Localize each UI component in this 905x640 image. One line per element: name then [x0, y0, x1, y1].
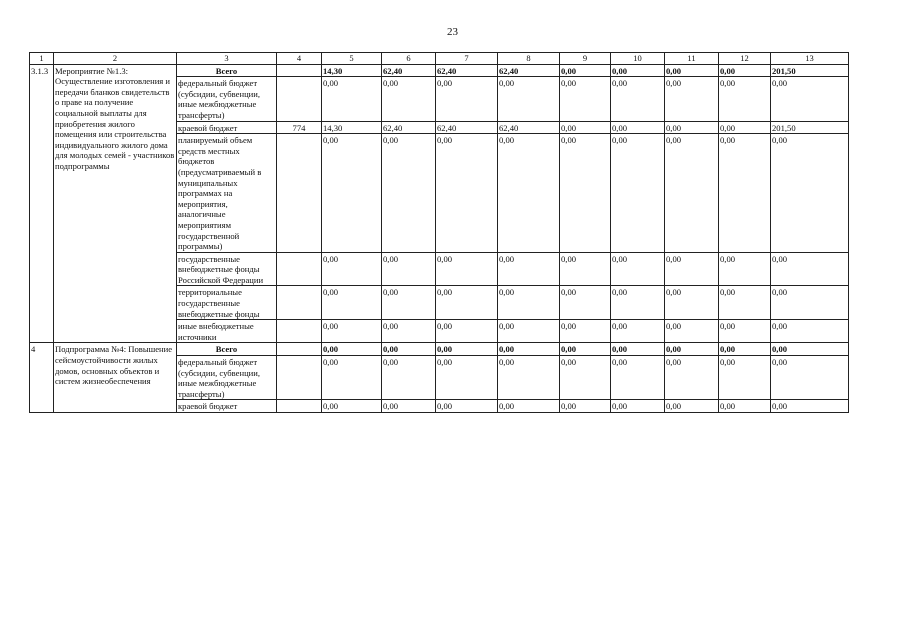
column-number: 6 [382, 53, 436, 65]
amount-cell: 0,00 [771, 320, 849, 343]
amount-cell: 0,00 [771, 134, 849, 253]
amount-cell: 0,00 [611, 64, 665, 77]
column-number: 13 [771, 53, 849, 65]
amount-cell: 0,00 [498, 252, 560, 286]
amount-cell: 0,00 [560, 252, 611, 286]
amount-cell: 0,00 [436, 286, 498, 320]
amount-cell: 0,00 [560, 64, 611, 77]
page-number: 23 [447, 26, 458, 38]
amount-cell: 0,00 [719, 121, 771, 134]
budget-code [277, 64, 322, 77]
amount-cell: 0,00 [719, 134, 771, 253]
funding-source: федеральный бюджет (субсидии, субвенции, иные межбюджетные трансферты) [177, 356, 277, 400]
funding-source: краевой бюджет [177, 121, 277, 134]
amount-cell: 0,00 [719, 320, 771, 343]
amount-cell: 0,00 [719, 77, 771, 121]
amount-cell: 0,00 [498, 286, 560, 320]
amount-cell: 62,40 [382, 64, 436, 77]
amount-cell: 0,00 [436, 356, 498, 400]
amount-cell: 0,00 [560, 320, 611, 343]
amount-cell: 0,00 [719, 252, 771, 286]
column-number: 12 [719, 53, 771, 65]
amount-cell: 0,00 [560, 134, 611, 253]
budget-code [277, 400, 322, 413]
funding-source: иные внебюджетные источники [177, 320, 277, 343]
column-number: 9 [560, 53, 611, 65]
amount-cell: 0,00 [560, 286, 611, 320]
column-number: 5 [322, 53, 382, 65]
amount-cell: 0,00 [322, 134, 382, 253]
column-number: 7 [436, 53, 498, 65]
column-number: 3 [177, 53, 277, 65]
column-number-row [30, 53, 849, 65]
amount-cell: 0,00 [611, 286, 665, 320]
column-number: 2 [54, 53, 177, 65]
amount-cell: 0,00 [771, 343, 849, 356]
funding-source: территориальные государственные внебюджетные фонды [177, 286, 277, 320]
amount-cell: 0,00 [382, 286, 436, 320]
amount-cell: 0,00 [436, 400, 498, 413]
column-number: 8 [498, 53, 560, 65]
budget-code [277, 77, 322, 121]
amount-cell: 0,00 [719, 400, 771, 413]
amount-cell: 0,00 [436, 320, 498, 343]
amount-cell: 0,00 [665, 356, 719, 400]
amount-cell: 0,00 [611, 121, 665, 134]
amount-cell: 201,50 [771, 121, 849, 134]
amount-cell: 0,00 [382, 400, 436, 413]
section-number: 4 [30, 343, 54, 413]
section-title: Мероприятие №1.3: Осуществление изготовления и передачи бланков свидетельств о праве на получение социальной выплаты для приобретения жилого помещения или строительства индивидуального жилого дома для молодых семей - участников подпрограммы [54, 64, 177, 343]
amount-cell: 0,00 [436, 134, 498, 253]
budget-table [29, 52, 849, 413]
amount-cell: 0,00 [560, 121, 611, 134]
budget-code [277, 320, 322, 343]
amount-cell: 0,00 [665, 252, 719, 286]
amount-cell: 0,00 [611, 77, 665, 121]
amount-cell: 0,00 [611, 400, 665, 413]
budget-code: 774 [277, 121, 322, 134]
amount-cell: 0,00 [560, 343, 611, 356]
amount-cell: 0,00 [719, 343, 771, 356]
amount-cell: 201,50 [771, 64, 849, 77]
amount-cell: 0,00 [665, 320, 719, 343]
column-number: 4 [277, 53, 322, 65]
amount-cell: 0,00 [665, 64, 719, 77]
table-body [30, 53, 849, 413]
amount-cell: 0,00 [382, 252, 436, 286]
amount-cell: 62,40 [436, 121, 498, 134]
amount-cell: 62,40 [436, 64, 498, 77]
amount-cell: 0,00 [665, 400, 719, 413]
amount-cell: 0,00 [498, 356, 560, 400]
amount-cell: 0,00 [560, 77, 611, 121]
funding-source: Всего [177, 343, 277, 356]
amount-cell: 0,00 [665, 343, 719, 356]
funding-source: государственные внебюджетные фонды Российской Федерации [177, 252, 277, 286]
amount-cell: 0,00 [322, 252, 382, 286]
budget-code [277, 343, 322, 356]
amount-cell: 0,00 [498, 134, 560, 253]
amount-cell: 14,30 [322, 121, 382, 134]
amount-cell: 0,00 [719, 64, 771, 77]
amount-cell: 0,00 [322, 356, 382, 400]
amount-cell: 0,00 [560, 400, 611, 413]
amount-cell: 0,00 [611, 356, 665, 400]
table-row [30, 64, 849, 77]
amount-cell: 0,00 [322, 320, 382, 343]
amount-cell: 0,00 [382, 343, 436, 356]
amount-cell: 0,00 [322, 400, 382, 413]
amount-cell: 0,00 [771, 356, 849, 400]
amount-cell: 0,00 [322, 286, 382, 320]
table-row [30, 343, 849, 356]
section-number: 3.1.3 [30, 64, 54, 343]
funding-source: федеральный бюджет (субсидии, субвенции, иные межбюджетные трансферты) [177, 77, 277, 121]
amount-cell: 0,00 [771, 286, 849, 320]
amount-cell: 62,40 [498, 64, 560, 77]
amount-cell: 62,40 [382, 121, 436, 134]
funding-source: Всего [177, 64, 277, 77]
amount-cell: 0,00 [436, 252, 498, 286]
amount-cell: 0,00 [611, 252, 665, 286]
amount-cell: 0,00 [611, 343, 665, 356]
amount-cell: 0,00 [611, 320, 665, 343]
amount-cell: 0,00 [498, 320, 560, 343]
amount-cell: 0,00 [382, 356, 436, 400]
amount-cell: 0,00 [498, 400, 560, 413]
budget-code [277, 134, 322, 253]
amount-cell: 0,00 [771, 77, 849, 121]
amount-cell: 0,00 [560, 356, 611, 400]
amount-cell: 0,00 [382, 320, 436, 343]
amount-cell: 0,00 [436, 77, 498, 121]
amount-cell: 0,00 [382, 77, 436, 121]
amount-cell: 0,00 [719, 286, 771, 320]
amount-cell: 0,00 [665, 121, 719, 134]
column-number: 10 [611, 53, 665, 65]
amount-cell: 14,30 [322, 64, 382, 77]
amount-cell: 0,00 [665, 134, 719, 253]
funding-source: краевой бюджет [177, 400, 277, 413]
amount-cell: 0,00 [611, 134, 665, 253]
amount-cell: 0,00 [665, 286, 719, 320]
column-number: 1 [30, 53, 54, 65]
budget-code [277, 252, 322, 286]
amount-cell: 0,00 [719, 356, 771, 400]
amount-cell: 0,00 [498, 77, 560, 121]
amount-cell: 0,00 [771, 252, 849, 286]
amount-cell: 0,00 [665, 77, 719, 121]
budget-code [277, 286, 322, 320]
funding-source: планируемый объем средств местных бюджетов (предусматриваемый в муниципальных программах на мероприятия, аналогичные мероприятиям государственной программы) [177, 134, 277, 253]
amount-cell: 0,00 [436, 343, 498, 356]
amount-cell: 0,00 [322, 77, 382, 121]
section-title: Подпрограмма №4: Повышение сейсмоустойчивости жилых домов, основных объектов и систем жизнеобеспечения [54, 343, 177, 413]
amount-cell: 0,00 [382, 134, 436, 253]
amount-cell: 0,00 [322, 343, 382, 356]
budget-code [277, 356, 322, 400]
column-number: 11 [665, 53, 719, 65]
amount-cell: 62,40 [498, 121, 560, 134]
amount-cell: 0,00 [498, 343, 560, 356]
amount-cell: 0,00 [771, 400, 849, 413]
